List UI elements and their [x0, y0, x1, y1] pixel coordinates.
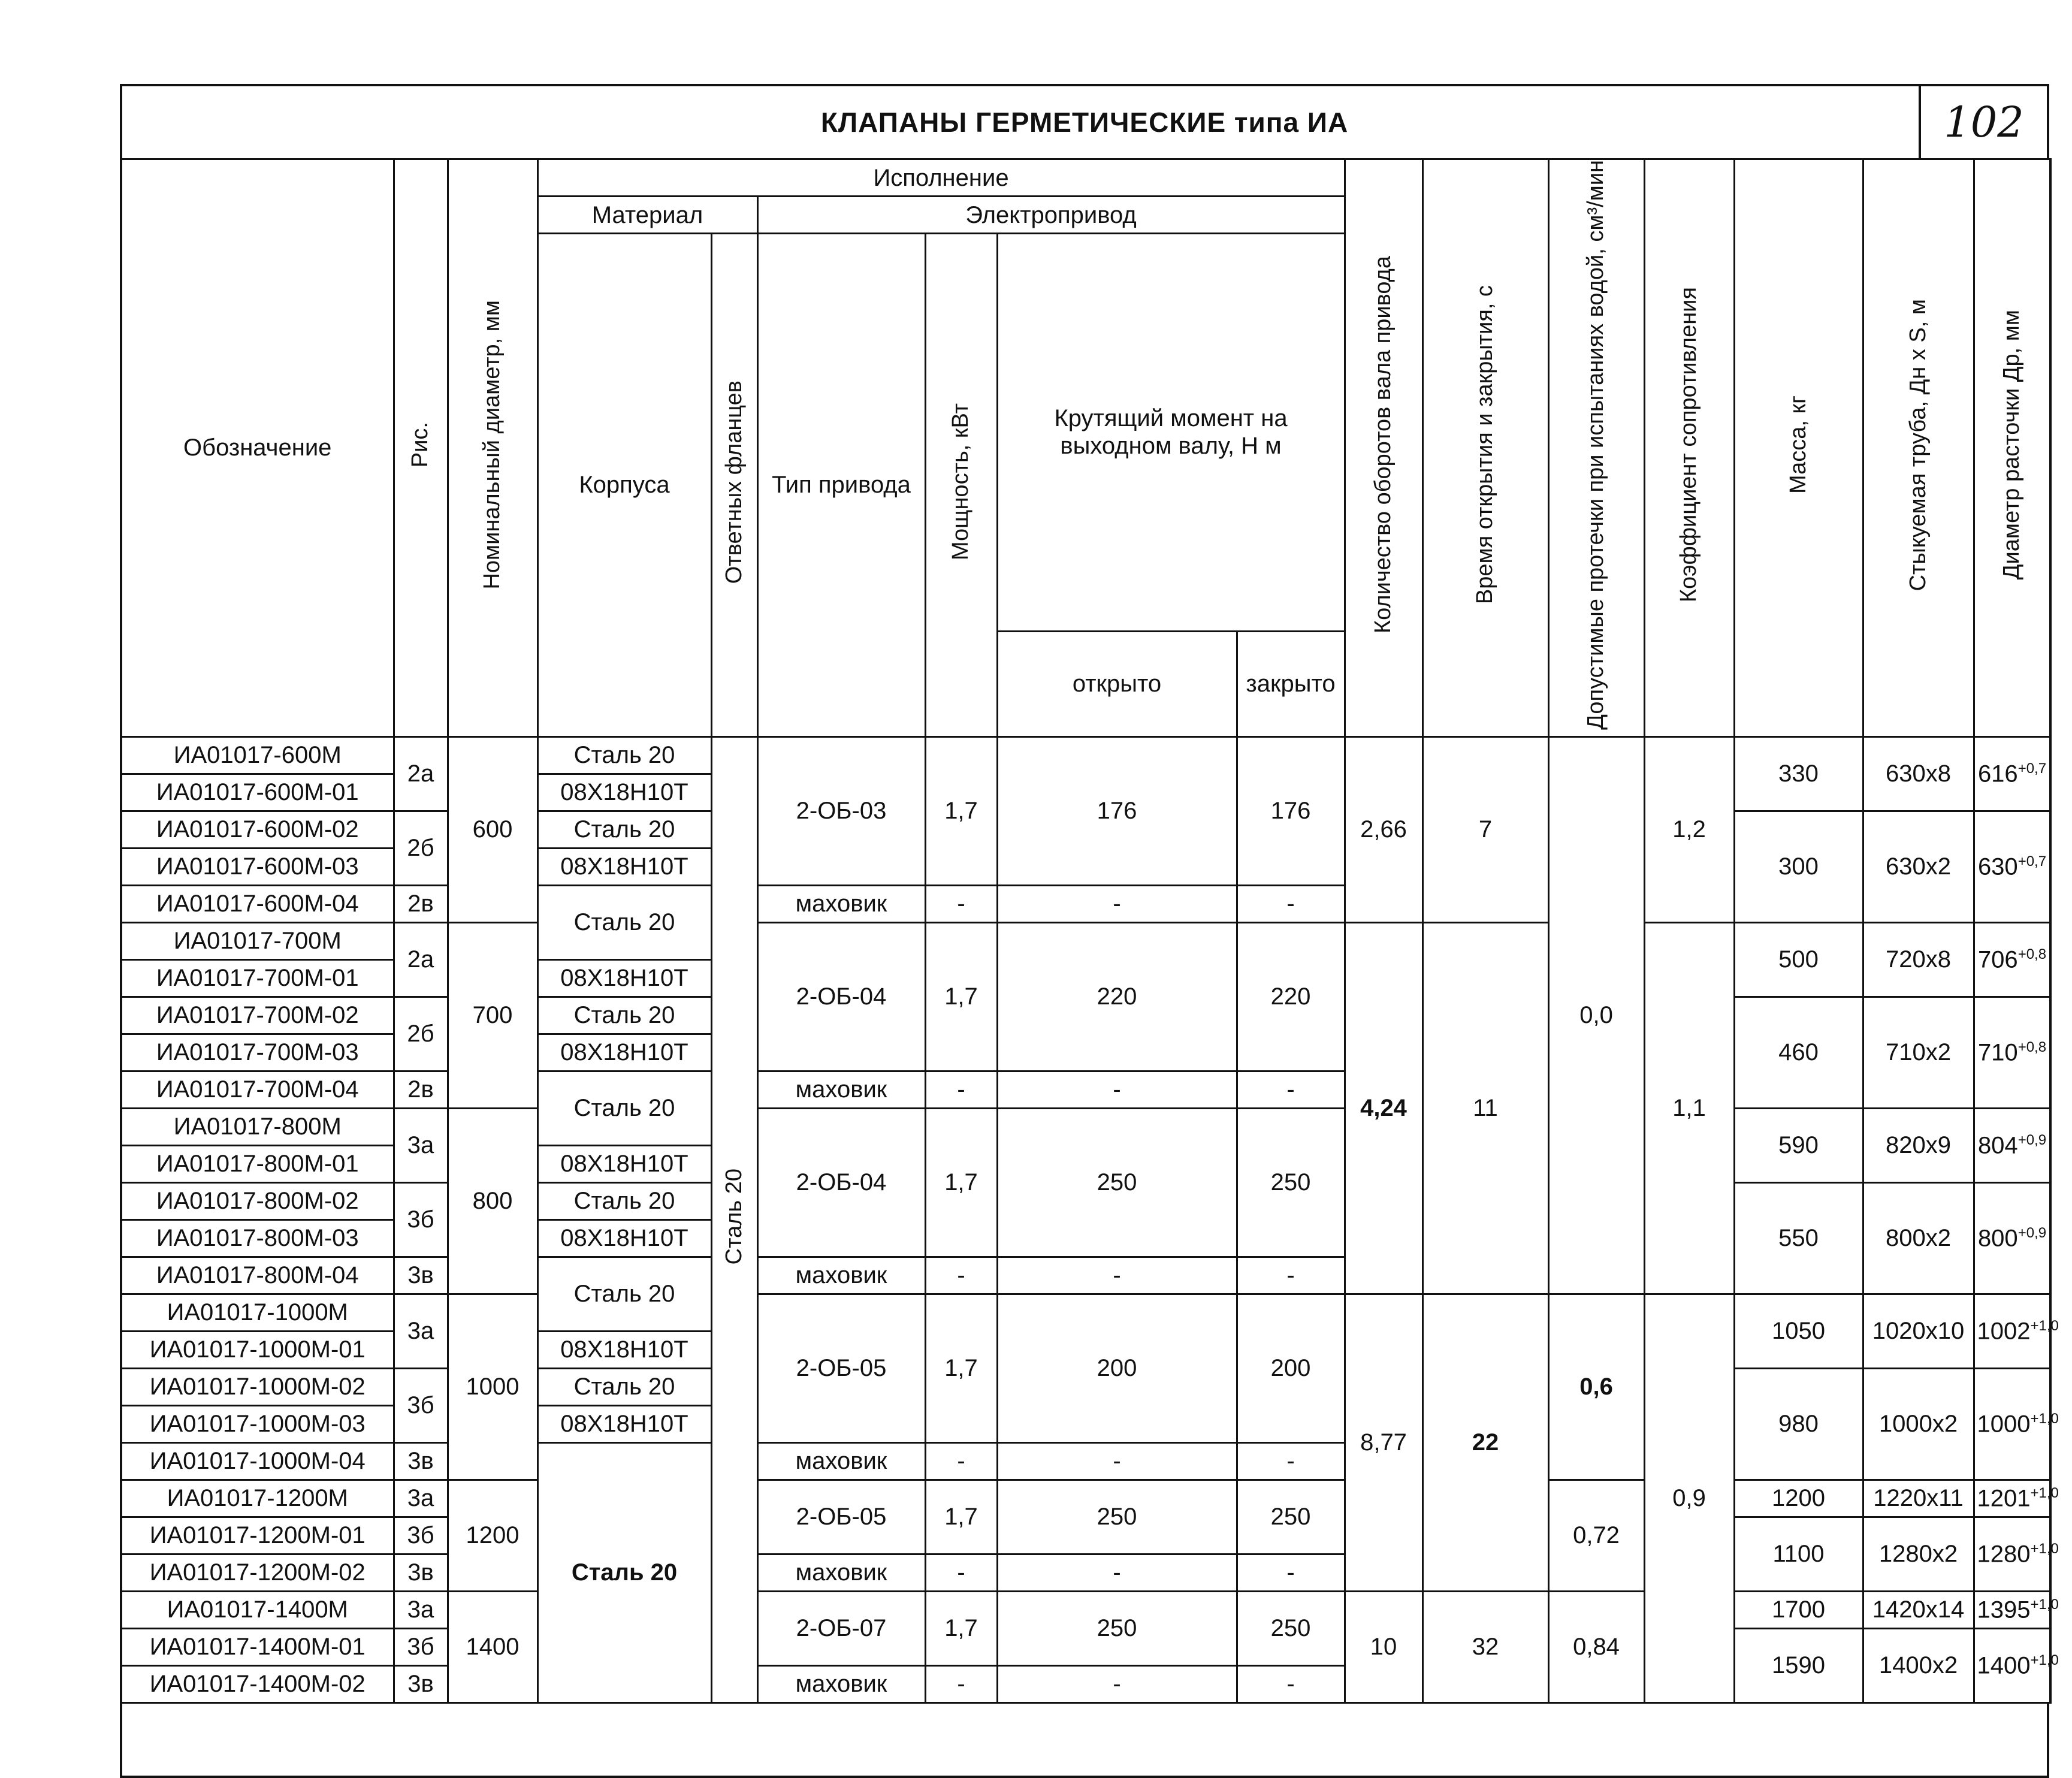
- torque-closed-cell: -: [1237, 1665, 1345, 1702]
- col-torque-open: открыто: [997, 631, 1237, 736]
- drive-type-cell: 2-ОБ-07: [757, 1591, 925, 1665]
- bore-value: 706: [1977, 946, 2018, 973]
- drive-type-cell: 2-ОБ-05: [757, 1480, 925, 1554]
- bore-value: 1395: [1977, 1596, 2031, 1623]
- fig-cell: 3в: [394, 1257, 448, 1294]
- fig-cell: 2б: [394, 811, 448, 885]
- body-material-cell: Сталь 20: [537, 1368, 711, 1405]
- revolutions-cell: 4,24: [1345, 922, 1422, 1294]
- bore-value: 1002: [1977, 1317, 2031, 1344]
- mass-cell: 980: [1734, 1368, 1863, 1480]
- body-material-cell: Сталь 20: [537, 811, 711, 848]
- col-electric-drive: Электропривод: [757, 197, 1345, 234]
- designation-cell: ИА01017-1000М: [121, 1294, 394, 1331]
- mass-cell: 550: [1734, 1182, 1863, 1294]
- bore-value: 710: [1977, 1039, 2018, 1065]
- revolutions-cell: 2,66: [1345, 736, 1422, 922]
- drive-type-cell: маховик: [757, 1665, 925, 1702]
- pipe-cell: 630х8: [1863, 736, 1974, 811]
- col-resistance: Коэффициент сопротивления: [1644, 159, 1734, 737]
- designation-cell: ИА01017-600М-02: [121, 811, 394, 848]
- torque-closed-cell: -: [1237, 1257, 1345, 1294]
- body-material-cell: 08Х18Н10Т: [537, 1034, 711, 1071]
- designation-cell: ИА01017-1400М-01: [121, 1628, 394, 1665]
- power-cell: 1,7: [925, 1480, 997, 1554]
- fig-cell: 3а: [394, 1591, 448, 1628]
- bore-value: 1201: [1977, 1484, 2031, 1511]
- designation-cell: ИА01017-600М-04: [121, 885, 394, 922]
- time-cell: 22: [1422, 1294, 1548, 1591]
- body-material-cell: Сталь 20: [537, 1182, 711, 1219]
- fig-cell: 3а: [394, 1108, 448, 1182]
- bore-tolerance: +0,8: [2017, 946, 2047, 962]
- fig-cell: 3б: [394, 1628, 448, 1665]
- torque-open-cell: 200: [997, 1294, 1237, 1442]
- pipe-cell: 710х2: [1863, 997, 1974, 1108]
- torque-open-cell: -: [997, 1257, 1237, 1294]
- fig-cell: 3б: [394, 1517, 448, 1554]
- col-bore: Диаметр расточки Др, мм: [1974, 159, 2050, 737]
- table-row: [121, 1591, 2050, 1628]
- resistance-cell: 1,1: [1644, 922, 1734, 1294]
- designation-cell: ИА01017-600М-03: [121, 848, 394, 885]
- col-torque: Крутящий момент на выходном валу, Н м: [997, 234, 1345, 632]
- col-nominal-diameter: Номинальный диаметр, мм: [448, 159, 537, 737]
- col-execution: Исполнение: [537, 159, 1345, 197]
- diameter-cell: 1000: [448, 1294, 537, 1480]
- leakage-cell: 0,0: [1548, 736, 1644, 1294]
- designation-cell: ИА01017-800М-03: [121, 1219, 394, 1257]
- bore-value: 800: [1977, 1224, 2018, 1251]
- col-pipe: Стыкуемая труба, Дн х S, м: [1863, 159, 1974, 737]
- mass-cell: 1050: [1734, 1294, 1863, 1368]
- torque-open-cell: 250: [997, 1480, 1237, 1554]
- drive-type-cell: маховик: [757, 1554, 925, 1591]
- torque-closed-cell: 250: [1237, 1480, 1345, 1554]
- drive-type-cell: 2-ОБ-03: [757, 736, 925, 885]
- col-torque-closed: закрыто: [1237, 631, 1345, 736]
- fig-cell: 3в: [394, 1554, 448, 1591]
- power-cell: -: [925, 1071, 997, 1108]
- torque-closed-cell: -: [1237, 1554, 1345, 1591]
- bore-value: 1280: [1977, 1540, 2031, 1567]
- torque-closed-cell: 220: [1237, 922, 1345, 1071]
- diameter-cell: 600: [448, 736, 537, 922]
- bore-tolerance: +1,0: [2030, 1410, 2059, 1427]
- body-material-cell: 08Х18Н10Т: [537, 1405, 711, 1442]
- torque-closed-cell: 250: [1237, 1108, 1345, 1257]
- torque-open-cell: -: [997, 1071, 1237, 1108]
- fig-cell: 3б: [394, 1182, 448, 1257]
- torque-open-cell: -: [997, 885, 1237, 922]
- designation-cell: ИА01017-1000М-04: [121, 1442, 394, 1480]
- torque-open-cell: -: [997, 1554, 1237, 1591]
- drive-type-cell: маховик: [757, 1257, 925, 1294]
- bore-cell: [1974, 997, 2050, 1108]
- torque-open-cell: 250: [997, 1591, 1237, 1665]
- mass-cell: 1700: [1734, 1591, 1863, 1628]
- table-row: [121, 1294, 2050, 1331]
- bore-value: 804: [1977, 1131, 2018, 1158]
- bore-tolerance: +1,0: [2030, 1596, 2059, 1613]
- mass-cell: 460: [1734, 997, 1863, 1108]
- bore-value: 630: [1977, 853, 2018, 880]
- bore-tolerance: +0,9: [2017, 1224, 2047, 1241]
- bore-tolerance: +0,8: [2017, 1039, 2047, 1055]
- table-row: [121, 1480, 2050, 1517]
- pipe-cell: 630х2: [1863, 811, 1974, 922]
- drive-type-cell: маховик: [757, 1442, 925, 1480]
- col-drive-type: Тип привода: [757, 234, 925, 737]
- designation-cell: ИА01017-1200М: [121, 1480, 394, 1517]
- bore-value: 1000: [1977, 1410, 2031, 1437]
- power-cell: -: [925, 1442, 997, 1480]
- designation-cell: ИА01017-1000М-01: [121, 1331, 394, 1368]
- bore-cell: [1974, 1628, 2059, 1702]
- designation-cell: ИА01017-700М-04: [121, 1071, 394, 1108]
- fig-cell: 3в: [394, 1665, 448, 1702]
- pipe-cell: 720х8: [1863, 922, 1974, 997]
- body-material-cell: Сталь 20: [537, 1442, 711, 1702]
- col-designation: Обозначение: [121, 159, 394, 737]
- resistance-cell: 0,9: [1644, 1294, 1734, 1702]
- pipe-cell: 1220х11: [1863, 1480, 1974, 1517]
- page-number: 102: [1944, 98, 2024, 147]
- bore-cell: [1974, 1368, 2059, 1480]
- table-header: [121, 159, 2050, 737]
- torque-closed-cell: 200: [1237, 1294, 1345, 1442]
- drive-type-cell: 2-ОБ-05: [757, 1294, 925, 1442]
- pipe-cell: 800х2: [1863, 1182, 1974, 1294]
- mass-cell: 1200: [1734, 1480, 1863, 1517]
- designation-cell: ИА01017-700М-01: [121, 959, 394, 997]
- designation-cell: ИА01017-700М: [121, 922, 394, 959]
- torque-open-cell: -: [997, 1442, 1237, 1480]
- diameter-cell: 700: [448, 922, 537, 1108]
- designation-cell: ИА01017-1000М-02: [121, 1368, 394, 1405]
- power-cell: -: [925, 885, 997, 922]
- body-material-cell: Сталь 20: [537, 736, 711, 774]
- fig-cell: 3б: [394, 1368, 448, 1442]
- pipe-cell: 820х9: [1863, 1108, 1974, 1182]
- mass-cell: 1100: [1734, 1517, 1863, 1591]
- time-cell: 32: [1422, 1591, 1548, 1702]
- table-row: [121, 1108, 2050, 1145]
- table-footer: [120, 1704, 2049, 1778]
- torque-closed-cell: -: [1237, 1071, 1345, 1108]
- body-material-cell: Сталь 20: [537, 997, 711, 1034]
- fig-cell: 2в: [394, 1071, 448, 1108]
- designation-cell: ИА01017-1000М-03: [121, 1405, 394, 1442]
- bore-tolerance: +1,0: [2030, 1317, 2059, 1334]
- pipe-cell: 1400х2: [1863, 1628, 1974, 1702]
- col-revolutions: Количество оборотов вала привода: [1345, 159, 1422, 737]
- col-time: Время открытия и закрытия, с: [1422, 159, 1548, 737]
- torque-open-cell: 250: [997, 1108, 1237, 1257]
- torque-open-cell: 220: [997, 922, 1237, 1071]
- col-fig: Рис.: [394, 159, 448, 737]
- body-material-cell: 08Х18Н10Т: [537, 774, 711, 811]
- diameter-cell: 800: [448, 1108, 537, 1294]
- power-cell: 1,7: [925, 922, 997, 1071]
- fig-cell: 3а: [394, 1294, 448, 1368]
- bore-tolerance: +1,0: [2030, 1540, 2059, 1557]
- bore-cell: [1974, 1294, 2059, 1368]
- power-cell: 1,7: [925, 736, 997, 885]
- designation-cell: ИА01017-800М-01: [121, 1145, 394, 1182]
- spec-sheet: [120, 84, 2059, 1778]
- mass-cell: 300: [1734, 811, 1863, 922]
- fig-cell: 3а: [394, 1480, 448, 1517]
- torque-closed-cell: 176: [1237, 736, 1345, 885]
- fig-cell: 2а: [394, 922, 448, 997]
- designation-cell: ИА01017-600М-01: [121, 774, 394, 811]
- bore-cell: [1974, 1108, 2050, 1182]
- drive-type-cell: маховик: [757, 885, 925, 922]
- power-cell: 1,7: [925, 1108, 997, 1257]
- drive-type-cell: маховик: [757, 1071, 925, 1108]
- resistance-cell: 1,2: [1644, 736, 1734, 922]
- mass-cell: 590: [1734, 1108, 1863, 1182]
- table-row: [121, 736, 2050, 774]
- page-number-box: [1919, 86, 2047, 158]
- diameter-cell: 1400: [448, 1591, 537, 1702]
- body-material-cell: 08Х18Н10Т: [537, 848, 711, 885]
- bore-tolerance: +0,7: [2017, 760, 2047, 777]
- torque-closed-cell: 250: [1237, 1591, 1345, 1665]
- time-cell: 7: [1422, 736, 1548, 922]
- time-cell: 11: [1422, 922, 1548, 1294]
- pipe-cell: 1020х10: [1863, 1294, 1974, 1368]
- mass-cell: 330: [1734, 736, 1863, 811]
- pipe-cell: 1280х2: [1863, 1517, 1974, 1591]
- fig-cell: 2в: [394, 885, 448, 922]
- designation-cell: ИА01017-800М-02: [121, 1182, 394, 1219]
- body-material-cell: 08Х18Н10Т: [537, 1145, 711, 1182]
- designation-cell: ИА01017-800М: [121, 1108, 394, 1145]
- power-cell: -: [925, 1257, 997, 1294]
- bore-cell: [1974, 1591, 2059, 1628]
- col-mating-flanges: Ответных фланцев: [711, 234, 757, 737]
- bore-value: 616: [1977, 760, 2018, 787]
- body-material-cell: 08Х18Н10Т: [537, 959, 711, 997]
- body-material-cell: Сталь 20: [537, 1257, 711, 1331]
- power-cell: 1,7: [925, 1591, 997, 1665]
- col-leakage: Допустимые протечки при испытаниях водой, см³/мин: [1548, 159, 1644, 737]
- leakage-cell: 0,6: [1548, 1294, 1644, 1480]
- body-material-cell: 08Х18Н10Т: [537, 1331, 711, 1368]
- bore-cell: [1974, 922, 2050, 997]
- fig-cell: 3в: [394, 1442, 448, 1480]
- bore-tolerance: +1,0: [2030, 1484, 2059, 1501]
- body-material-cell: Сталь 20: [537, 885, 711, 959]
- mass-cell: 500: [1734, 922, 1863, 997]
- title-bar: [120, 84, 2049, 158]
- mass-cell: 1590: [1734, 1628, 1863, 1702]
- leakage-cell: 0,72: [1548, 1480, 1644, 1591]
- power-cell: 1,7: [925, 1294, 997, 1442]
- designation-cell: ИА01017-600М: [121, 736, 394, 774]
- col-material: Материал: [537, 197, 757, 234]
- col-mass: Масса, кг: [1734, 159, 1863, 737]
- valve-table: [120, 158, 2059, 1704]
- flange-material-cell: [711, 736, 757, 1702]
- col-body: Корпуса: [537, 234, 711, 737]
- flange-material-label: Сталь 20: [721, 1169, 747, 1265]
- pipe-cell: 1000х2: [1863, 1368, 1974, 1480]
- designation-cell: ИА01017-700М-03: [121, 1034, 394, 1071]
- designation-cell: ИА01017-800М-04: [121, 1257, 394, 1294]
- bore-tolerance: +0,9: [2017, 1131, 2047, 1148]
- diameter-cell: 1200: [448, 1480, 537, 1591]
- table-row: [121, 922, 2050, 959]
- fig-cell: 2б: [394, 997, 448, 1071]
- torque-closed-cell: -: [1237, 885, 1345, 922]
- col-power: Мощность, кВт: [925, 234, 997, 737]
- bore-tolerance: +0,7: [2017, 853, 2047, 870]
- torque-open-cell: 176: [997, 736, 1237, 885]
- designation-cell: ИА01017-1400М-02: [121, 1665, 394, 1702]
- revolutions-cell: 10: [1345, 1591, 1422, 1702]
- revolutions-cell: 8,77: [1345, 1294, 1422, 1591]
- body-material-cell: 08Х18Н10Т: [537, 1219, 711, 1257]
- drive-type-cell: 2-ОБ-04: [757, 922, 925, 1071]
- designation-cell: ИА01017-1200М-01: [121, 1517, 394, 1554]
- designation-cell: ИА01017-700М-02: [121, 997, 394, 1034]
- designation-cell: ИА01017-1200М-02: [121, 1554, 394, 1591]
- bore-value: 1400: [1977, 1652, 2031, 1679]
- bore-cell: [1974, 736, 2050, 811]
- table-body: [121, 736, 2059, 1702]
- torque-closed-cell: -: [1237, 1442, 1345, 1480]
- fig-cell: 2а: [394, 736, 448, 811]
- power-cell: -: [925, 1665, 997, 1702]
- body-material-cell: Сталь 20: [537, 1071, 711, 1145]
- page-title: КЛАПАНЫ ГЕРМЕТИЧЕСКИЕ типа ИА: [820, 107, 1349, 138]
- leakage-cell: 0,84: [1548, 1591, 1644, 1702]
- drive-type-cell: 2-ОБ-04: [757, 1108, 925, 1257]
- bore-cell: [1974, 1480, 2059, 1517]
- bore-tolerance: +1,0: [2030, 1652, 2059, 1668]
- bore-cell: [1974, 1517, 2059, 1591]
- torque-open-cell: -: [997, 1665, 1237, 1702]
- bore-cell: [1974, 811, 2050, 922]
- bore-cell: [1974, 1182, 2050, 1294]
- pipe-cell: 1420х14: [1863, 1591, 1974, 1628]
- designation-cell: ИА01017-1400М: [121, 1591, 394, 1628]
- power-cell: -: [925, 1554, 997, 1591]
